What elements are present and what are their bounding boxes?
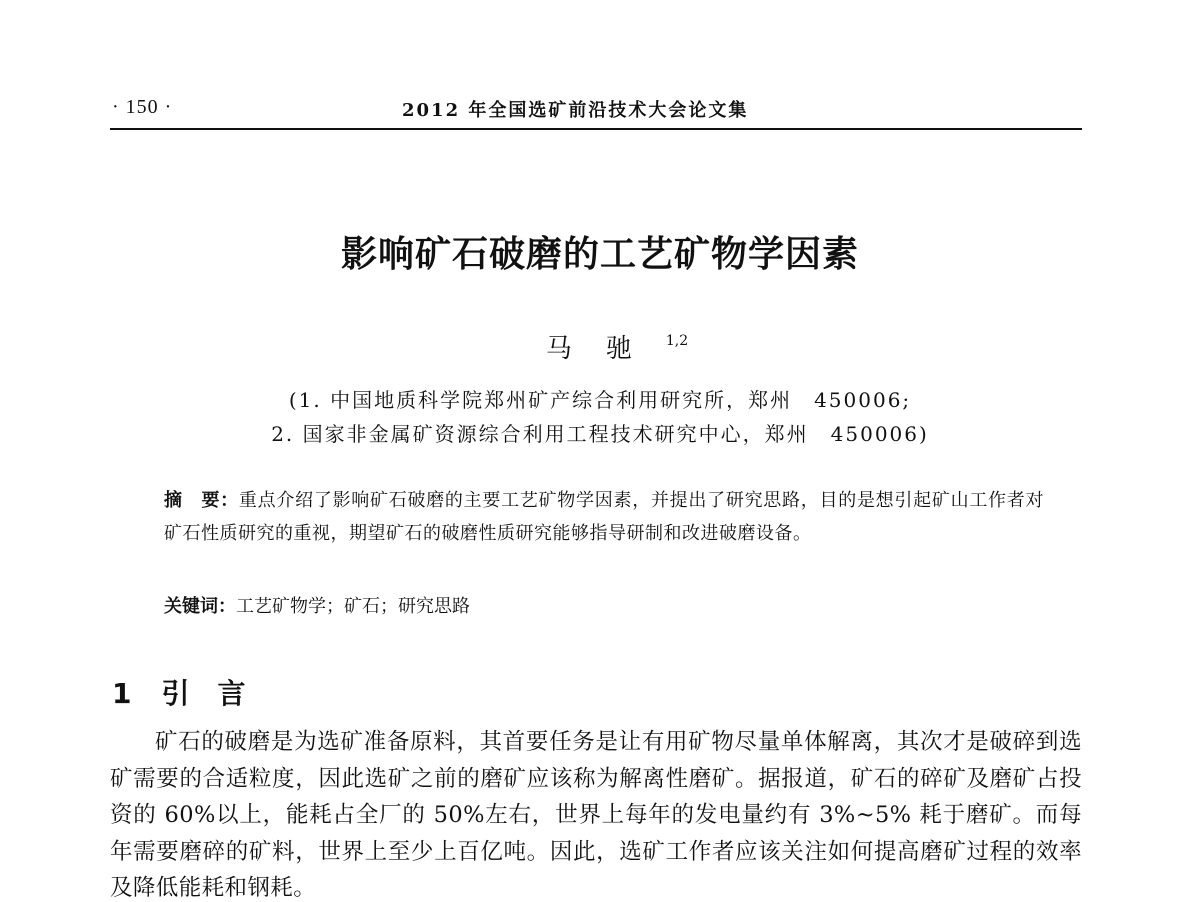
abstract	[164, 484, 1044, 550]
paper-title: 影响矿石破磨的工艺矿物学因素	[340, 233, 859, 275]
keywords	[164, 590, 1044, 623]
journal-title: 2012 年全国选矿前沿技术大会论文集	[402, 100, 749, 121]
affiliation-2: 2. 国家非金属矿资源综合利用工程技术研究中心，郑州 450006)	[271, 422, 929, 446]
keywords-label: 关键词：	[164, 596, 236, 617]
section-heading	[112, 672, 274, 712]
keywords-text: 工艺矿物学；矿石；研究思路	[236, 596, 470, 617]
author-affiliation-marks: 1,2	[665, 333, 689, 349]
body-paragraph: 矿石的破磨是为选矿准备原料，其首要任务是让有用矿物尽量单体解离，其次才是破碎到选矿需要的合适粒度，因此选矿之前的磨矿应该称为解离性磨矿。据报道，矿石的碎矿及磨矿占投资的 60%以上，能耗占全厂的 50%左右，世界上每年的发电量约有 3%~5% 耗于磨矿。而每年需要磨碎的矿料，世界上至少上百亿吨。因此，选矿工作者应该关注如何提高磨矿过程的效率及降低能耗和钢耗。	[110, 729, 1082, 901]
section-title: 引言	[161, 677, 274, 710]
page-number: · 150 ·	[112, 96, 173, 118]
abstract-label: 摘 要：	[164, 490, 239, 511]
affiliation-1: (1. 中国地质科学院郑州矿产综合利用研究所，郑州 450006;	[288, 388, 912, 412]
author-line	[0, 328, 1200, 365]
author-name: 马驰	[545, 334, 666, 364]
abstract-text: 重点介绍了影响矿石破磨的主要工艺矿物学因素，并提出了研究思路，目的是想引起矿山工作者对矿石性质研究的重视，期望矿石的破磨性质研究能够指导研制和改进破磨设备。	[164, 490, 1045, 544]
section-number: 1	[112, 677, 134, 710]
running-header	[110, 92, 1082, 130]
